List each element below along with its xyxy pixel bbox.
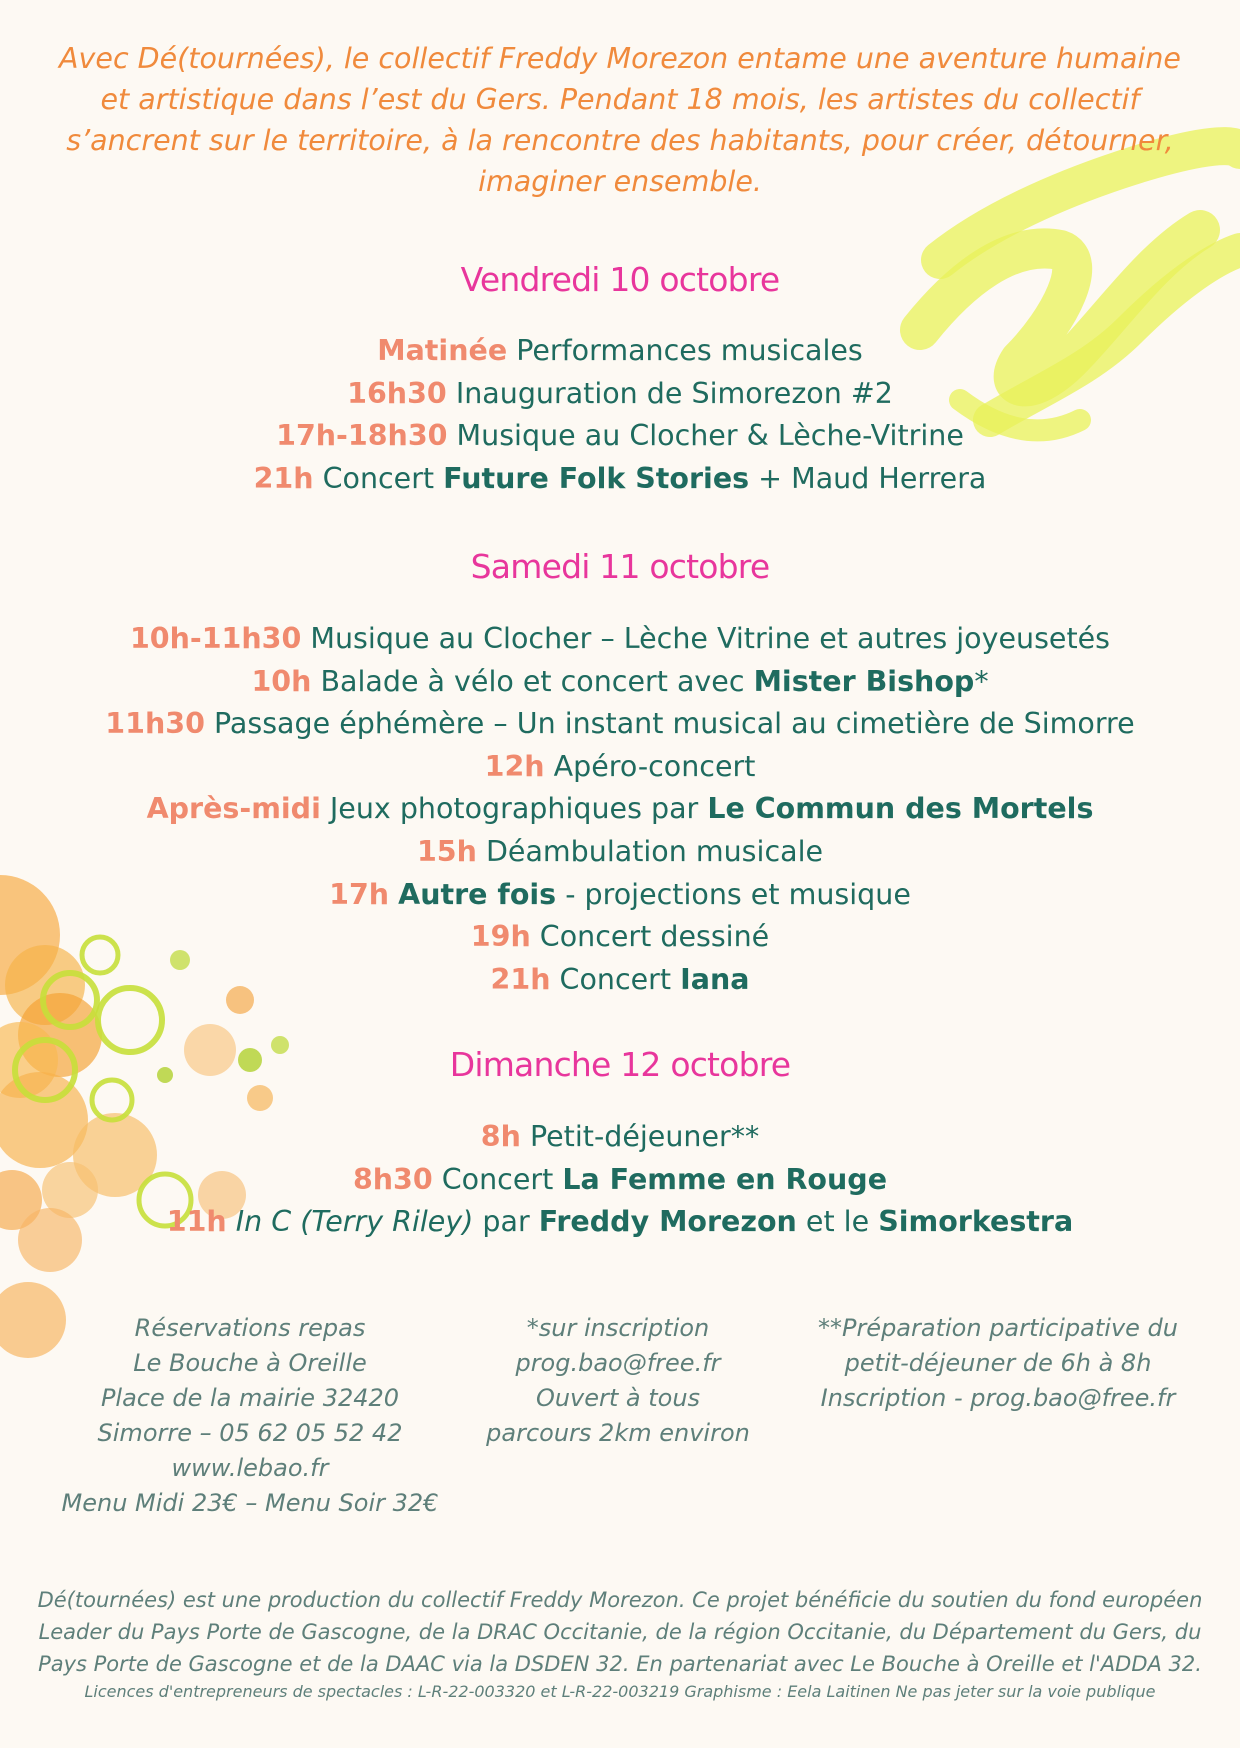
event-time: 15h: [416, 834, 477, 868]
info-line: Ouvert à tous: [535, 1384, 701, 1412]
intro-line: s’ancrent sur le territoire, à la rencontre des habitants, pour créer, détourner,: [66, 124, 1174, 157]
intro-line: imaginer ensemble.: [478, 165, 762, 198]
info-email[interactable]: prog.bao@free.fr: [515, 1349, 721, 1377]
event-time: 17h: [329, 877, 390, 911]
event-text: Apéro-concert: [544, 749, 756, 783]
event-time: 21h: [253, 461, 314, 495]
event-item: [0, 415, 1240, 458]
event-text: Concert dessiné: [530, 920, 770, 954]
event-text: Musique au Clocher – Lèche Vitrine et autres joyeusetés: [301, 622, 1111, 655]
event-artist: Autre fois: [398, 877, 557, 911]
info-inscription: [398, 1311, 838, 1451]
event-text: Passage éphémère – Un instant musical au cimetière de Simorre: [204, 707, 1135, 741]
event-text: Déambulation musicale: [476, 834, 824, 868]
event-item: [0, 874, 1240, 917]
event-time: 17h-18h30: [276, 419, 448, 453]
info-line: Place de la mairie 32420: [100, 1384, 400, 1412]
intro-paragraph: [40, 38, 1200, 202]
event-time: 8h: [480, 1120, 521, 1153]
event-item: [0, 746, 1240, 789]
intro-line: et artistique dans l’est du Gers. Pendant 18 mois, les artistes du collectif: [100, 83, 1140, 116]
event-text: Inauguration de Simorezon #2: [446, 376, 893, 410]
event-artist: Iana: [680, 962, 750, 996]
event-text: Balade à vélo et concert avec: [311, 664, 754, 698]
event-item: [0, 788, 1240, 831]
footer-legal: Licences d'entrepreneurs de spectacles : L-R-22-003320 et L-R-22-003219 Graphisme : Eela Laitinen Ne pas jeter sur la voie publique: [84, 1682, 1156, 1701]
events-saturday: [0, 618, 1240, 1001]
footer-line: Dé(tournées) est une production du collectif Freddy Morezon. Ce projet bénéficie du soutien du fond européen: [37, 1588, 1203, 1612]
event-text: Concert: [432, 1162, 563, 1196]
event-item: [0, 618, 1240, 661]
event-time: 21h: [490, 962, 551, 996]
event-item: [0, 1116, 1240, 1159]
event-text: Concert: [313, 461, 444, 495]
info-line: Réservations repas: [134, 1314, 366, 1342]
event-item: [0, 916, 1240, 959]
event-item: [0, 703, 1240, 746]
event-item: [0, 330, 1240, 373]
info-line: parcours 2km environ: [486, 1419, 750, 1447]
event-artist: Simorkestra: [878, 1205, 1074, 1239]
event-text: + Maud Herrera: [749, 461, 987, 495]
event-item: [0, 373, 1240, 416]
info-link[interactable]: www.lebao.fr: [171, 1454, 329, 1482]
event-artist: La Femme en Rouge: [562, 1162, 888, 1196]
event-text: Performances musicales: [507, 334, 863, 367]
event-text: *: [974, 664, 989, 698]
event-item: [0, 959, 1240, 1002]
info-line: *sur inscription: [526, 1314, 710, 1342]
event-item: [0, 1159, 1240, 1202]
event-text: et le: [796, 1205, 879, 1239]
day-title-saturday: Samedi 11 octobre: [470, 547, 770, 586]
event-text: par: [473, 1205, 539, 1239]
event-time: 16h30: [347, 376, 447, 410]
event-work-title: In C (Terry Riley): [235, 1205, 474, 1239]
footer-line: Pays Porte de Gascogne et de la DAAC via la DSDEN 32. En partenariat avec Le Bouche à Oreille et l'ADDA 32.: [38, 1652, 1202, 1676]
event-time: Après-midi: [146, 792, 321, 826]
event-time: 19h: [470, 920, 531, 954]
info-line: Simorre – 05 62 05 52 42: [97, 1419, 403, 1447]
event-item: [0, 661, 1240, 704]
footer-line: Leader du Pays Porte de Gascogne, de la DRAC Occitanie, de la région Occitanie, du Département du Gers, du: [38, 1620, 1202, 1644]
event-text: Musique au Clocher & Lèche-Vitrine: [447, 419, 964, 453]
event-time: 11h30: [105, 707, 205, 741]
event-artist: Mister Bishop: [753, 664, 975, 698]
event-artist: Le Commun des Mortels: [707, 792, 1094, 826]
events-sunday: [0, 1116, 1240, 1244]
day-title-sunday: Dimanche 12 octobre: [449, 1045, 791, 1084]
event-item: [0, 831, 1240, 874]
info-line: Le Bouche à Oreille: [133, 1349, 367, 1377]
event-text: - projections et musique: [556, 877, 911, 911]
event-item: [0, 458, 1240, 501]
event-text: Concert: [550, 962, 681, 996]
info-line: Menu Midi 23€ – Menu Soir 32€: [61, 1489, 439, 1517]
event-text: [389, 878, 398, 911]
event-time: 12h: [484, 749, 545, 783]
events-friday: [0, 330, 1240, 500]
intro-line: Avec Dé(tournées), le collectif Freddy Morezon entame une aventure humaine: [59, 42, 1181, 75]
info-breakfast: [778, 1311, 1218, 1416]
event-artist: Future Folk Stories: [443, 461, 750, 495]
day-title-friday: Vendredi 10 octobre: [460, 260, 780, 299]
event-text: [227, 1205, 236, 1238]
footer-credits: [20, 1584, 1220, 1704]
info-line: petit-déjeuner de 6h à 8h: [844, 1349, 1152, 1377]
event-time: 10h: [251, 664, 312, 698]
event-time: 11h: [166, 1205, 227, 1239]
event-time: 8h30: [352, 1162, 433, 1196]
event-item: [0, 1201, 1240, 1244]
event-text: Petit-déjeuner**: [520, 1120, 760, 1153]
info-line: Inscription - prog.bao@free.fr: [820, 1384, 1176, 1412]
info-line: **Préparation participative du: [817, 1314, 1179, 1342]
event-time: Matinée: [377, 334, 508, 367]
event-text: Jeux photographiques par: [320, 792, 708, 826]
event-artist: Freddy Morezon: [538, 1205, 797, 1239]
event-time: 10h-11h30: [129, 622, 302, 655]
